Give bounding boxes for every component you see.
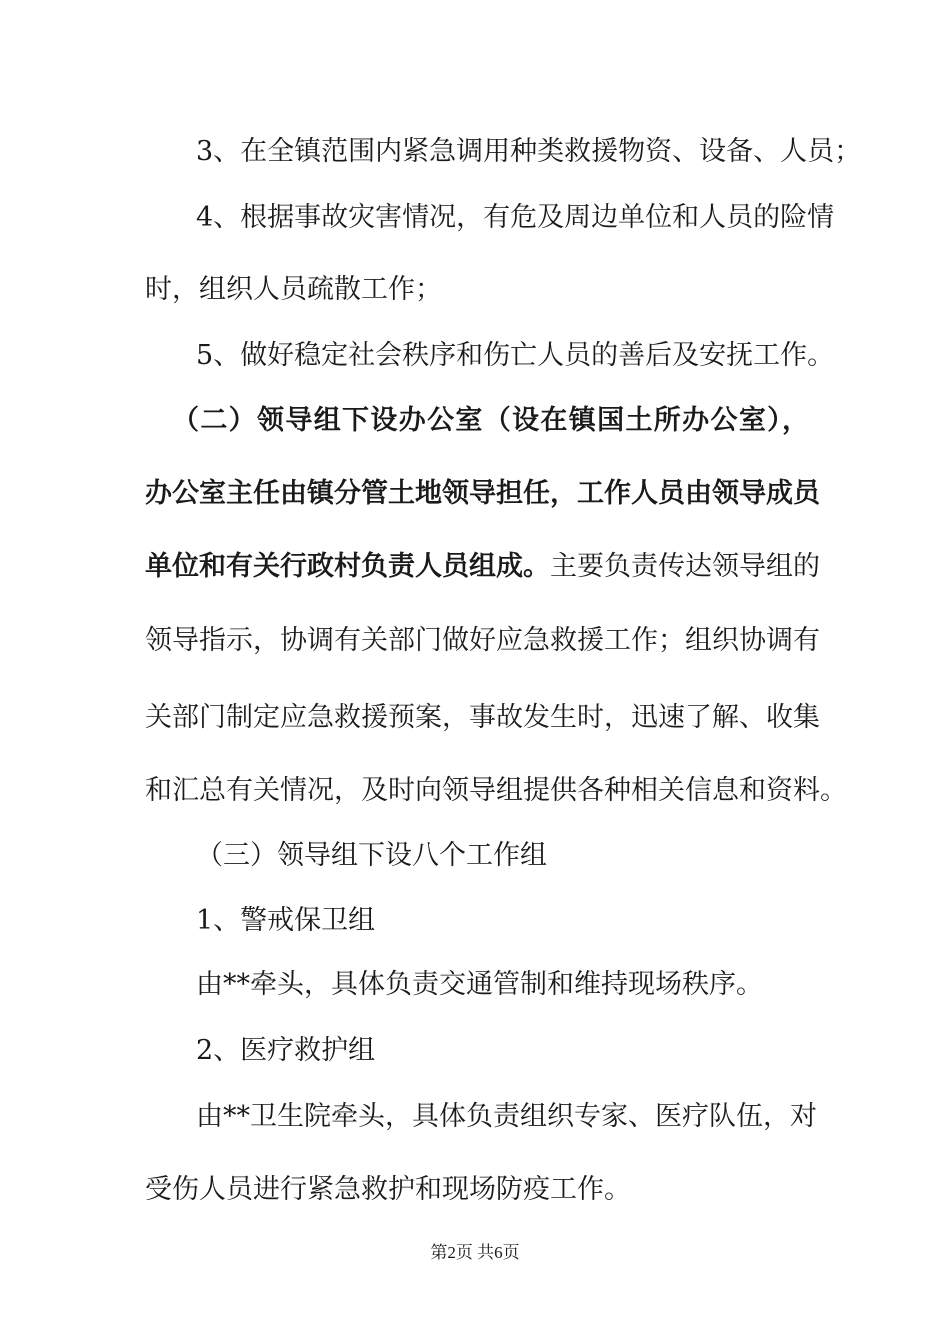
paragraph-line: 4、根据事故灾害情况，有危及周边单位和人员的险情 — [196, 202, 835, 233]
paragraph-line: 和汇总有关情况，及时向领导组提供各种相关信息和资料。 — [145, 775, 847, 806]
section-heading-line: （二）领导组下设办公室（设在镇国土所办公室）， — [172, 405, 809, 436]
paragraph-line: 关部门制定应急救援预案，事故发生时，迅速了解、收集 — [145, 702, 820, 733]
paragraph-line: 3、在全镇范围内紧急调用种类救援物资、设备、人员； — [196, 136, 862, 167]
paragraph-line: 时，组织人员疏散工作； — [145, 274, 442, 305]
page-footer: 第2页 共6页 — [430, 1243, 520, 1262]
normal-segment: 主要负责传达领导组的 — [550, 551, 820, 582]
paragraph-line: 由**卫生院牵头，具体负责组织专家、医疗队伍，对 — [196, 1101, 817, 1132]
paragraph-line: 受伤人员进行紧急救护和现场防疫工作。 — [145, 1174, 631, 1205]
paragraph-line: 领导指示，协调有关部门做好应急救援工作；组织协调有 — [145, 625, 820, 656]
paragraph-line: 5、做好稳定社会秩序和伤亡人员的善后及安抚工作。 — [196, 340, 835, 371]
paragraph-line-mixed — [145, 549, 820, 585]
bold-segment: 单位和有关行政村负责人员组成。 — [145, 551, 550, 582]
paragraph-line-bold: 办公室主任由镇分管土地领导担任，工作人员由领导成员 — [145, 478, 820, 509]
section-heading: （三）领导组下设八个工作组 — [196, 840, 547, 871]
group-heading: 2、医疗救护组 — [196, 1035, 376, 1066]
paragraph-line: 由**牵头，具体负责交通管制和维持现场秩序。 — [196, 969, 763, 1000]
group-heading: 1、警戒保卫组 — [196, 905, 376, 936]
